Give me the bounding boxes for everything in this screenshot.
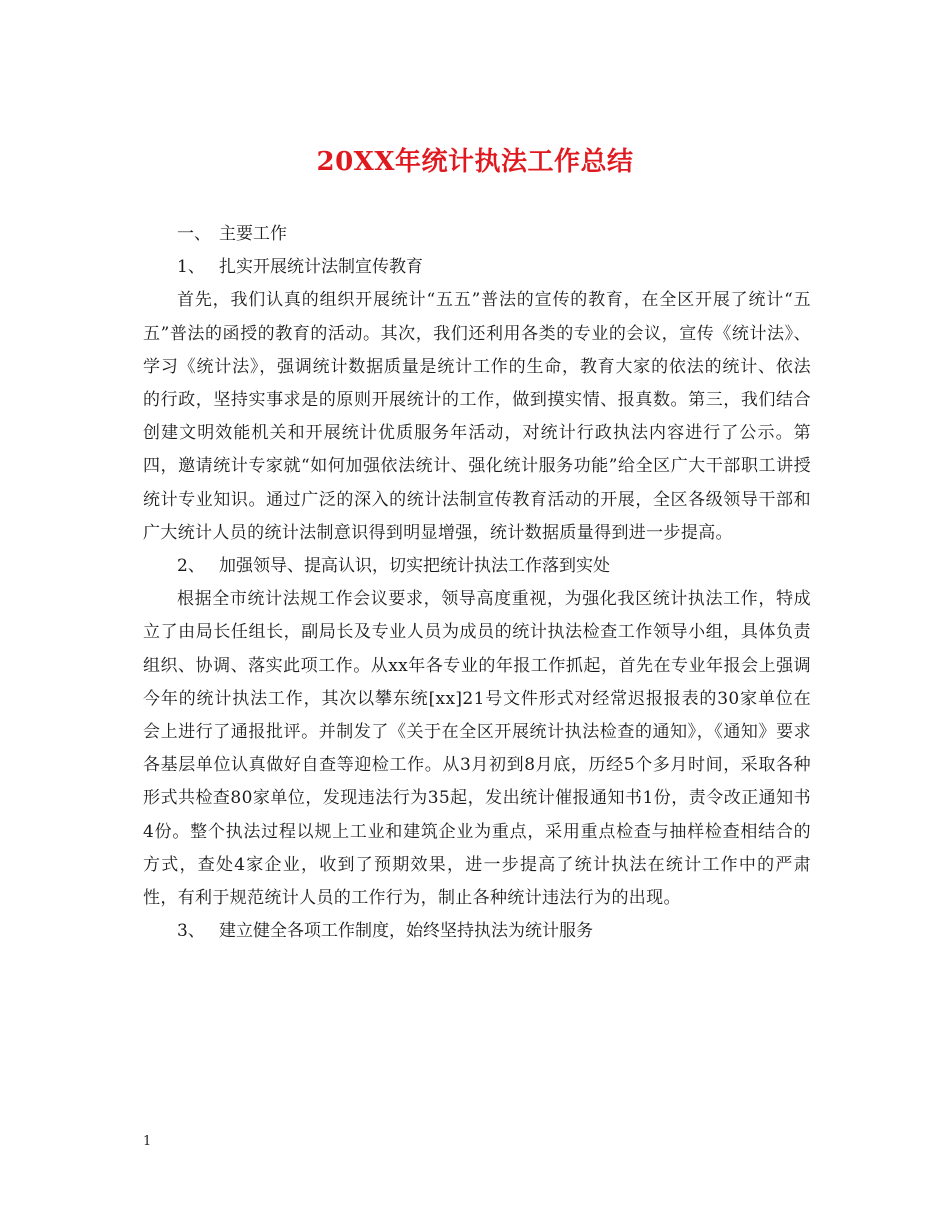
item-heading-text: 建立健全各项工作制度，始终坚持执法为统计服务 — [219, 921, 593, 942]
item-number: 1、 — [177, 257, 205, 278]
paragraph-legal-education: 首先，我们认真的组织开展统计“五五”普法的宣传的教育，在全区开展了统计“五五”普法的函授的教育的活动。其次，我们还利用各类的专业的会议，宣传《统计法》、学习《统计法》，强调统计数据质量是统计工作的生命，教育大家的依法的统计、依法的行政，坚持实事求是的原则开展统计的工作，做到摸实情、报真数。第三，我们结合创建文明效能机关和开展统计优质服务年活动，对统计行政执法内容进行了公示。第四，邀请统计专家就“如何加强依法统计、强化统计服务功能”给全区广大干部职工讲授统计专业知识。通过广泛的深入的统计法制宣传教育活动的开展，全区各级领导干部和广大统计人员的统计法制意识得到明显增强，统计数据质量得到进一步提高。 — [143, 290, 811, 543]
document-body — [143, 218, 811, 948]
item-heading-2 — [143, 550, 811, 583]
item-number: 3、 — [177, 921, 205, 942]
item-heading-text: 加强领导、提高认识，切实把统计执法工作落到实处 — [219, 556, 610, 577]
item-heading-text: 扎实开展统计法制宣传教育 — [219, 257, 423, 278]
page-number: 1 — [143, 1134, 152, 1149]
item-number: 2、 — [177, 556, 205, 577]
document-title: 20XX年统计执法工作总结 — [316, 147, 634, 177]
item-heading-1 — [143, 251, 811, 284]
paragraph-enforcement-leadership: 根据全市统计法规工作会议要求，领导高度重视，为强化我区统计执法工作，特成立了由局长任组长，副局长及专业人员为成员的统计执法检查工作领导小组，具体负责组织、协调、落实此项工作。从xx年各专业的年报工作抓起，首先在专业年报会上强调今年的统计执法工作，其次以攀东统[xx]21号文件形式对经常迟报报表的30家单位在会上进行了通报批评。并制发了《关于在全区开展统计执法检查的通知》，《通知》要求各基层单位认真做好自查等迎检工作。从3月初到8月底，历经5个多月时间，采取各种形式共检查80家单位，发现违法行为35起，发出统计催报通知书1份，责令改正通知书4份。整个执法过程以规上工业和建筑企业为重点，采用重点检查与抽样检查相结合的方式，查处4家企业，收到了预期效果，进一步提高了统计执法在统计工作中的严肃性，有利于规范统计人员的工作行为，制止各种统计违法行为的出现。 — [143, 589, 811, 909]
section-heading-main — [143, 218, 811, 251]
section-heading-text: 主要工作 — [219, 224, 287, 244]
section-number: 一、 — [177, 224, 211, 244]
item-heading-3 — [143, 915, 811, 948]
